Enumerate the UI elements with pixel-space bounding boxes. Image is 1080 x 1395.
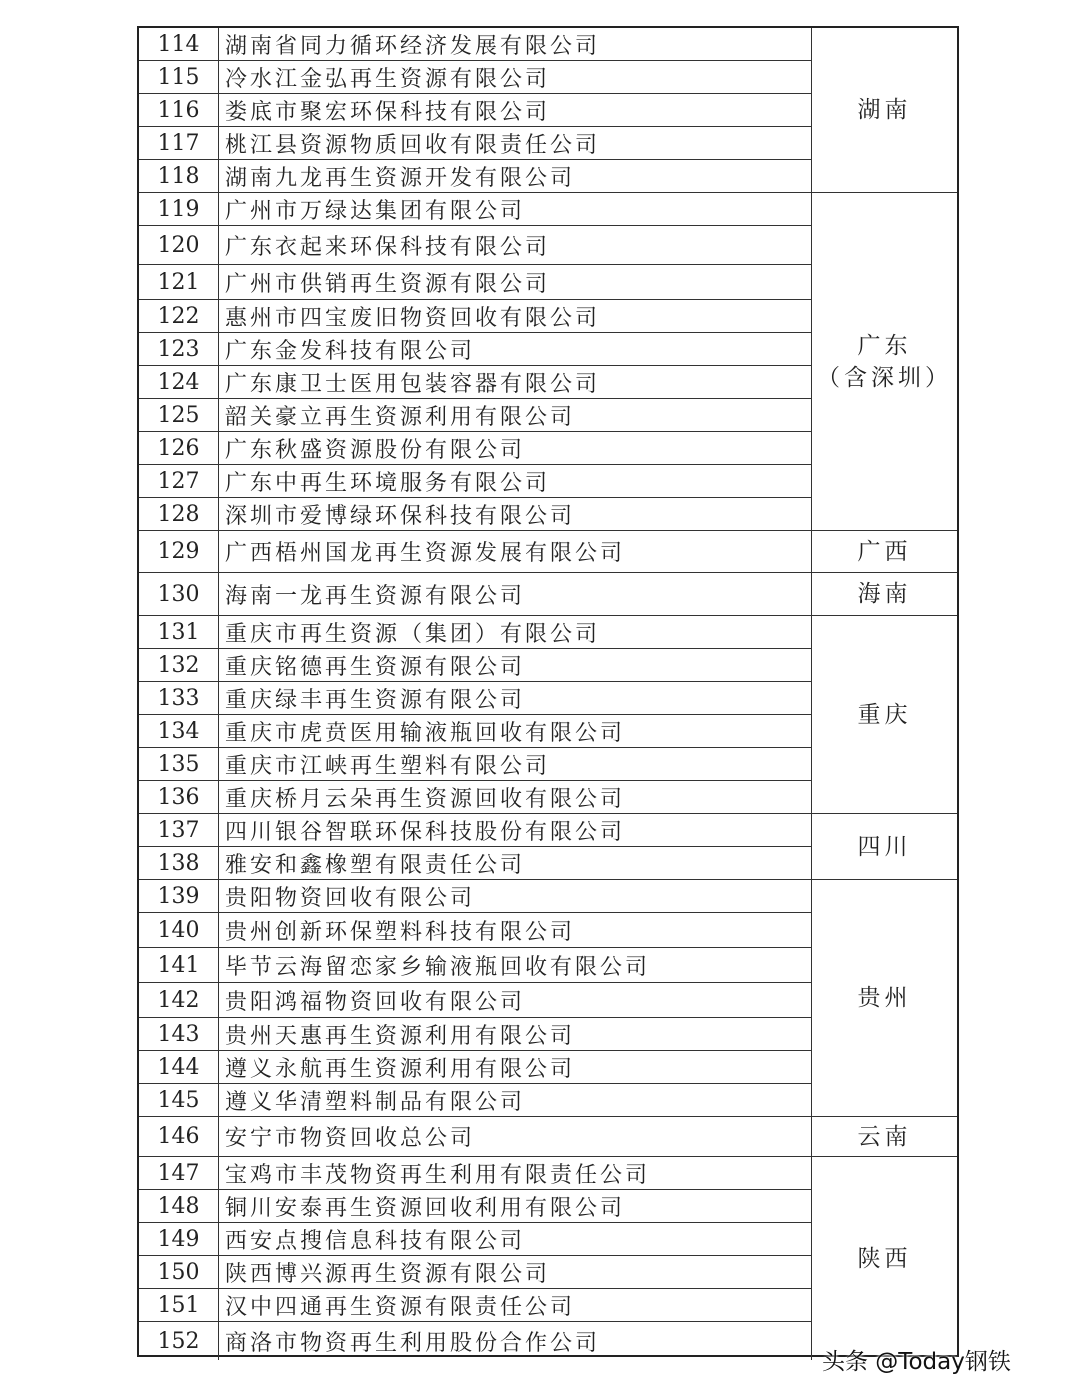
row-number: 134: [139, 715, 219, 748]
row-number: 130: [139, 573, 219, 616]
company-name: 湖南九龙再生资源开发有限公司: [219, 160, 812, 193]
row-number: 142: [139, 983, 219, 1018]
company-name: 安宁市物资回收总公司: [219, 1117, 812, 1157]
row-number: 123: [139, 333, 219, 366]
row-number: 151: [139, 1289, 219, 1322]
company-name: 陕西博兴源再生资源有限公司: [219, 1256, 812, 1289]
row-number: 132: [139, 649, 219, 682]
province-label: （含深圳）: [817, 364, 952, 391]
row-number: 138: [139, 847, 219, 880]
company-name: 四川银谷智联环保科技股份有限公司: [219, 814, 812, 847]
province-label: 陕西: [857, 1245, 912, 1272]
row-number: 118: [139, 160, 219, 193]
company-name: 深圳市爱博绿环保科技有限公司: [219, 498, 812, 531]
company-name: 广州市供销再生资源有限公司: [219, 265, 812, 300]
province-cell: [812, 1157, 957, 1360]
row-number: 150: [139, 1256, 219, 1289]
row-number: 133: [139, 682, 219, 715]
row-number: 121: [139, 265, 219, 300]
company-name: 重庆绿丰再生资源有限公司: [219, 682, 812, 715]
company-name: 娄底市聚宏环保科技有限公司: [219, 94, 812, 127]
row-number: 144: [139, 1051, 219, 1084]
company-name: 贵阳物资回收有限公司: [219, 880, 812, 913]
company-name: 重庆铭德再生资源有限公司: [219, 649, 812, 682]
company-name: 铜川安泰再生资源回收利用有限公司: [219, 1190, 812, 1223]
company-name: 桃江县资源物质回收有限责任公司: [219, 127, 812, 160]
province-label: 云南: [857, 1123, 912, 1150]
province-label: 广西: [857, 538, 912, 565]
row-number: 146: [139, 1117, 219, 1157]
row-number: 129: [139, 531, 219, 573]
province-cell: [812, 814, 957, 880]
province-label: 四川: [857, 833, 912, 860]
row-number: 140: [139, 913, 219, 948]
province-label: 广东: [857, 332, 912, 359]
company-name: 广东康卫士医用包装容器有限公司: [219, 366, 812, 399]
row-number: 126: [139, 432, 219, 465]
row-number: 135: [139, 748, 219, 781]
company-name: 遵义华清塑料制品有限公司: [219, 1084, 812, 1117]
province-cell: [812, 573, 957, 616]
company-name: 遵义永航再生资源利用有限公司: [219, 1051, 812, 1084]
company-name: 韶关豪立再生资源利用有限公司: [219, 399, 812, 432]
company-name: 贵州创新环保塑料科技有限公司: [219, 913, 812, 948]
province-cell: [812, 880, 957, 1117]
company-name: 重庆市再生资源（集团）有限公司: [219, 616, 812, 649]
row-number: 119: [139, 193, 219, 226]
company-name: 重庆桥月云朵再生资源回收有限公司: [219, 781, 812, 814]
province-cell: [812, 531, 957, 573]
row-number: 122: [139, 300, 219, 333]
province-cell: [812, 28, 957, 193]
row-number: 152: [139, 1322, 219, 1360]
row-number: 114: [139, 28, 219, 61]
row-number: 145: [139, 1084, 219, 1117]
row-number: 128: [139, 498, 219, 531]
company-name: 海南一龙再生资源有限公司: [219, 573, 812, 616]
company-name: 广东衣起来环保科技有限公司: [219, 226, 812, 265]
company-name: 贵州天惠再生资源利用有限公司: [219, 1018, 812, 1051]
company-name: 商洛市物资再生利用股份合作公司: [219, 1322, 812, 1360]
company-name: 广东秋盛资源股份有限公司: [219, 432, 812, 465]
company-name: 西安点搜信息科技有限公司: [219, 1223, 812, 1256]
row-number: 148: [139, 1190, 219, 1223]
row-number: 136: [139, 781, 219, 814]
company-name: 广西梧州国龙再生资源发展有限公司: [219, 531, 812, 573]
row-number: 143: [139, 1018, 219, 1051]
company-name: 冷水江金弘再生资源有限公司: [219, 61, 812, 94]
row-number: 131: [139, 616, 219, 649]
province-cell: [812, 193, 957, 531]
row-number: 124: [139, 366, 219, 399]
row-number: 149: [139, 1223, 219, 1256]
company-name: 重庆市江峡再生塑料有限公司: [219, 748, 812, 781]
company-name: 毕节云海留恋家乡输液瓶回收有限公司: [219, 948, 812, 983]
company-name: 广州市万绿达集团有限公司: [219, 193, 812, 226]
watermark: 头条 @Today钢铁: [822, 1348, 1011, 1375]
province-cell: [812, 616, 957, 814]
company-name: 宝鸡市丰茂物资再生利用有限责任公司: [219, 1157, 812, 1190]
row-number: 115: [139, 61, 219, 94]
company-name: 广东金发科技有限公司: [219, 333, 812, 366]
row-number: 141: [139, 948, 219, 983]
row-number: 127: [139, 465, 219, 498]
province-label: 重庆: [857, 701, 912, 728]
row-number: 125: [139, 399, 219, 432]
enterprise-list-table: [137, 26, 959, 1357]
row-number: 117: [139, 127, 219, 160]
company-name: 惠州市四宝废旧物资回收有限公司: [219, 300, 812, 333]
company-name: 贵阳鸿福物资回收有限公司: [219, 983, 812, 1018]
row-number: 120: [139, 226, 219, 265]
company-name: 重庆市虎贲医用输液瓶回收有限公司: [219, 715, 812, 748]
province-label: 贵州: [857, 985, 912, 1011]
province-label: 海南: [857, 581, 912, 607]
row-number: 139: [139, 880, 219, 913]
row-number: 137: [139, 814, 219, 847]
row-number: 116: [139, 94, 219, 127]
province-cell: [812, 1117, 957, 1157]
company-name: 湖南省同力循环经济发展有限公司: [219, 28, 812, 61]
company-name: 雅安和鑫橡塑有限责任公司: [219, 847, 812, 880]
row-number: 147: [139, 1157, 219, 1190]
company-name: 汉中四通再生资源有限责任公司: [219, 1289, 812, 1322]
company-name: 广东中再生环境服务有限公司: [219, 465, 812, 498]
province-label: 湖南: [857, 97, 912, 123]
